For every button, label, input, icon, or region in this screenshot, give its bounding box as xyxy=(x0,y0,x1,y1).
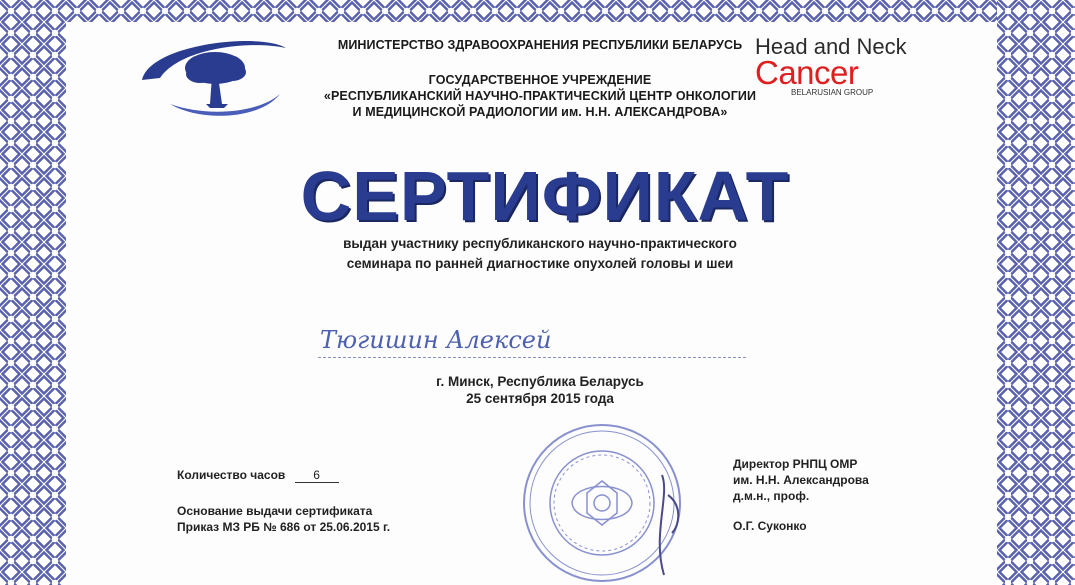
director-line-1: Директор РНПЦ ОМР xyxy=(733,457,858,471)
date-line: 25 сентября 2015 года xyxy=(466,391,614,406)
subtitle-line-2: семинара по ранней диагностике опухолей головы и шеи xyxy=(346,256,734,271)
institution-line-3: И МЕДИЦИНСКОЙ РАДИОЛОГИИ им. Н.Н. АЛЕКСАНДРОВА» xyxy=(352,105,728,119)
oncology-center-logo xyxy=(140,34,288,122)
hours-label: Количество часов xyxy=(177,468,286,482)
hours-value: 6 xyxy=(295,468,339,483)
director-signature-icon xyxy=(660,475,679,575)
ornamental-border-left xyxy=(0,0,66,585)
director-block xyxy=(733,456,869,504)
director-name: О.Г. Суконко xyxy=(733,519,807,533)
subtitle-line-1: выдан участнику республиканского научно-практического xyxy=(343,236,737,251)
ornamental-border-right xyxy=(997,0,1075,585)
recipient-name-handwritten: Тюгишин Алексей xyxy=(320,326,552,354)
tree-icon xyxy=(185,52,246,108)
institution-name xyxy=(300,72,780,120)
ministry-name: МИНИСТЕРСТВО ЗДРАВООХРАНЕНИЯ РЕСПУБЛИКИ БЕЛАРУСЬ xyxy=(337,38,743,52)
head-neck-cancer-logo xyxy=(755,34,955,97)
certificate-subtitle xyxy=(240,234,840,274)
institution-line-1: ГОСУДАРСТВЕННОЕ УЧРЕЖДЕНИЕ xyxy=(428,73,652,87)
basis-line-1: Основание выдачи сертификата xyxy=(177,504,373,518)
logo-group-text: BELARUSIAN GROUP xyxy=(791,88,874,97)
certificate-title: СЕРТИФИКАТ xyxy=(300,157,790,235)
hours-row xyxy=(177,468,339,483)
issuance-basis xyxy=(177,503,390,535)
director-line-3: д.м.н., проф. xyxy=(733,489,810,503)
place-and-date xyxy=(340,373,740,407)
logo-cancer-text: Cancer xyxy=(755,54,859,91)
logo-head-neck-text: Head and Neck xyxy=(755,34,907,59)
institution-line-2: «РЕСПУБЛИКАНСКИЙ НАУЧНО-ПРАКТИЧЕСКИЙ ЦЕНТР ОНКОЛОГИИ xyxy=(323,89,757,103)
place-line: г. Минск, Республика Беларусь xyxy=(436,374,644,389)
director-line-2: им. Н.Н. Александрова xyxy=(733,473,869,487)
recipient-name-line xyxy=(318,357,746,358)
ornamental-border-top xyxy=(0,0,1075,22)
official-stamp-icon xyxy=(512,415,692,585)
basis-line-2: Приказ МЗ РБ № 686 от 25.06.2015 г. xyxy=(177,520,391,534)
